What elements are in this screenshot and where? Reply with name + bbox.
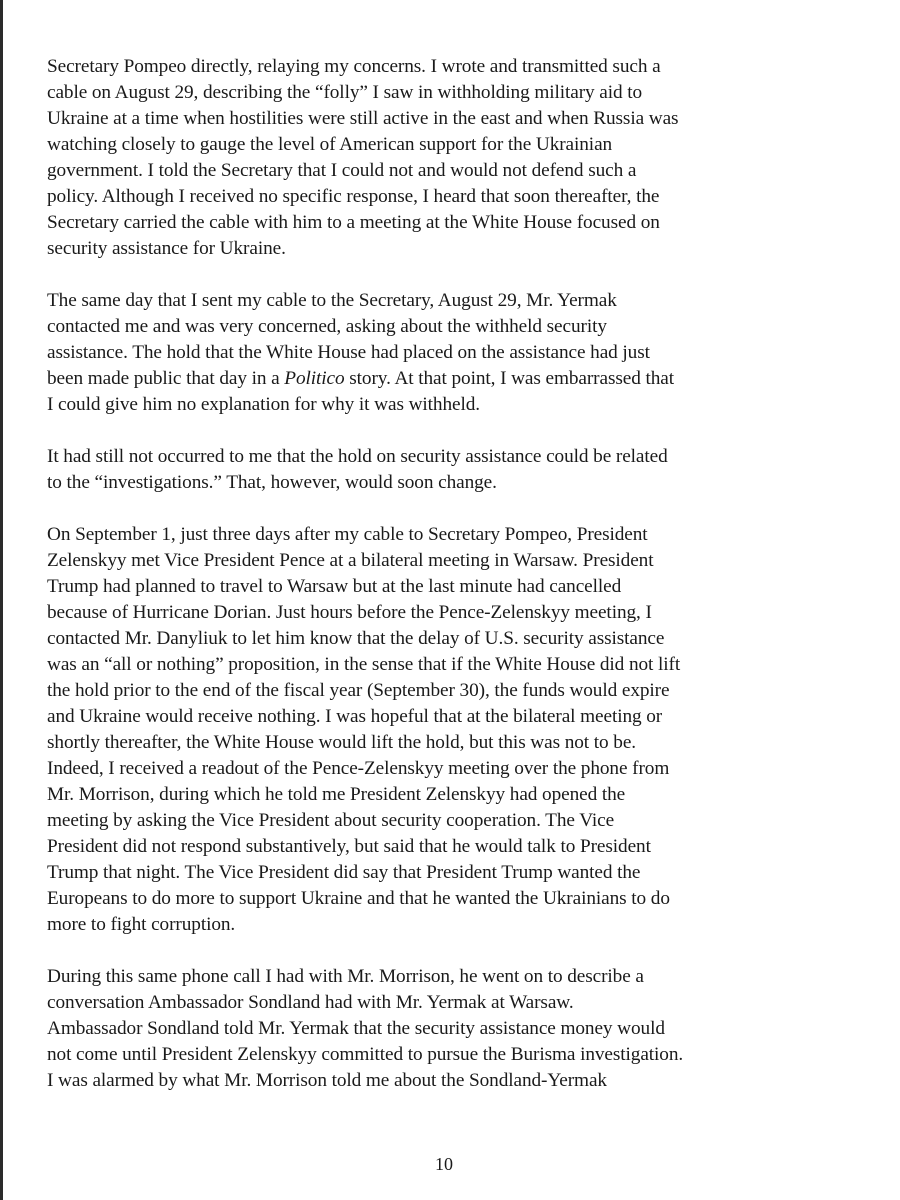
- text-line: Trump that night. The Vice President did say that President Trump wanted the: [47, 862, 641, 883]
- text-line: watching closely to gauge the level of American support for the Ukrainian: [47, 134, 613, 155]
- text-line: conversation Ambassador Sondland had with Mr. Yermak at Warsaw.: [47, 992, 574, 1013]
- text-line: The same day that I sent my cable to the Secretary, August 29, Mr. Yermak: [47, 290, 617, 311]
- text-line: not come until President Zelenskyy committed to pursue the Burisma investigation.: [47, 1044, 684, 1065]
- text-line: cable on August 29, describing the “folly” I saw in withholding military aid to: [47, 82, 643, 103]
- text-line: During this same phone call I had with Mr. Morrison, he went on to describe a: [47, 966, 644, 987]
- text-line: government. I told the Secretary that I could not and would not defend such a: [47, 160, 637, 181]
- text-line: Trump had planned to travel to Warsaw but at the last minute had cancelled: [47, 576, 622, 597]
- text-line: the hold prior to the end of the fiscal year (September 30), the funds would expire: [47, 680, 670, 701]
- text-segment: story. At that point, I was embarrassed that: [344, 368, 675, 389]
- text-line: Indeed, I received a readout of the Pence-Zelenskyy meeting over the phone from: [47, 758, 670, 779]
- text-line: Secretary carried the cable with him to a meeting at the White House focused on: [47, 212, 660, 233]
- publication-title: Politico: [284, 368, 345, 389]
- paragraph-5: [47, 964, 847, 1094]
- text-line: shortly thereafter, the White House would lift the hold, but this was not to be.: [47, 732, 637, 753]
- text-line: and Ukraine would receive nothing. I was hopeful that at the bilateral meeting or: [47, 706, 663, 727]
- paragraph-1: [47, 54, 847, 262]
- text-line: to the “investigations.” That, however, would soon change.: [47, 472, 497, 493]
- text-line: Zelenskyy met Vice President Pence at a bilateral meeting in Warsaw. President: [47, 550, 654, 571]
- text-line: was an “all or nothing” proposition, in the sense that if the White House did not lift: [47, 654, 681, 675]
- text-line: more to fight corruption.: [47, 914, 236, 935]
- text-line: contacted me and was very concerned, asking about the withheld security: [47, 316, 607, 337]
- text-line: Secretary Pompeo directly, relaying my concerns. I wrote and transmitted such a: [47, 56, 661, 77]
- text-line: contacted Mr. Danyliuk to let him know that the delay of U.S. security assistance: [47, 628, 665, 649]
- text-line: security assistance for Ukraine.: [47, 238, 286, 259]
- text-line: meeting by asking the Vice President about security cooperation. The Vice: [47, 810, 615, 831]
- text-line: assistance. The hold that the White House had placed on the assistance had just: [47, 342, 650, 363]
- page-number: 10: [435, 1154, 453, 1174]
- text-line: [47, 366, 847, 392]
- paragraph-3: [47, 444, 847, 496]
- text-line: Ambassador Sondland told Mr. Yermak that the security assistance money would: [47, 1018, 665, 1039]
- text-line: It had still not occurred to me that the hold on security assistance could be related: [47, 446, 668, 467]
- text-line: Mr. Morrison, during which he told me President Zelenskyy had opened the: [47, 784, 626, 805]
- text-line: President did not respond substantively, but said that he would talk to President: [47, 836, 651, 857]
- page-edge: [0, 0, 3, 1200]
- text-line: On September 1, just three days after my cable to Secretary Pompeo, President: [47, 524, 648, 545]
- paragraph-4: [47, 522, 847, 938]
- text-line: I was alarmed by what Mr. Morrison told me about the Sondland-Yermak: [47, 1070, 607, 1091]
- text-line: because of Hurricane Dorian. Just hours before the Pence-Zelenskyy meeting, I: [47, 602, 652, 623]
- text-line: policy. Although I received no specific response, I heard that soon thereafter, the: [47, 186, 660, 207]
- document-body: [47, 54, 847, 1120]
- text-line: Europeans to do more to support Ukraine and that he wanted the Ukrainians to do: [47, 888, 670, 909]
- paragraph-2: [47, 288, 847, 418]
- text-segment: been made public that day in a: [47, 368, 285, 389]
- text-line: Ukraine at a time when hostilities were still active in the east and when Russia was: [47, 108, 679, 129]
- text-line: I could give him no explanation for why it was withheld.: [47, 394, 480, 415]
